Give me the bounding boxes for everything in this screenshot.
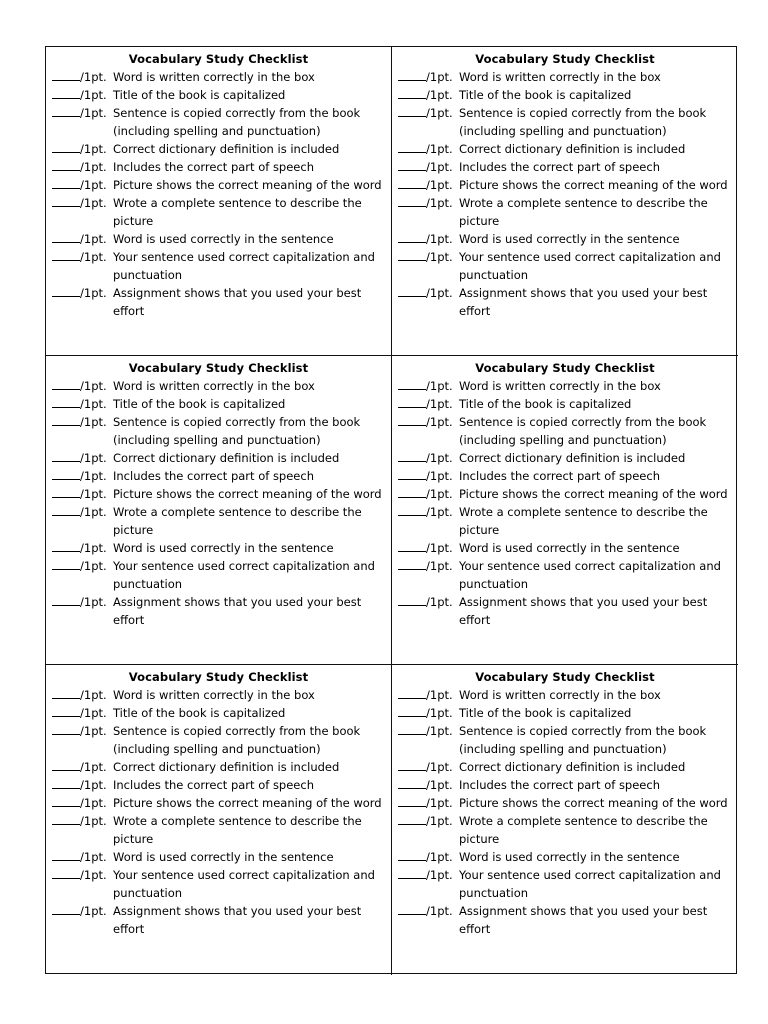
score-blank[interactable] <box>398 86 426 99</box>
checklist-item <box>398 866 732 902</box>
score-blank[interactable] <box>398 395 426 408</box>
points-label: /1pt. <box>80 850 107 864</box>
checklist-item <box>398 593 732 629</box>
criterion-text: Assignment shows that you used your best effort <box>113 286 362 318</box>
points-label: /1pt. <box>80 688 107 702</box>
points-label: /1pt. <box>80 178 107 192</box>
criterion-text: Word is written correctly in the box <box>113 379 315 393</box>
checklist-item <box>398 248 732 284</box>
checklist-item <box>398 557 732 593</box>
checklist-item <box>398 776 732 794</box>
checklist-item <box>398 686 732 704</box>
score-blank[interactable] <box>52 722 80 735</box>
checklist-card <box>46 47 392 356</box>
points-label: /1pt. <box>426 70 453 84</box>
criterion-text: Wrote a complete sentence to describe the picture <box>113 505 362 537</box>
points-label: /1pt. <box>426 760 453 774</box>
criterion-text: Sentence is copied correctly from the book (including spelling and punctuation) <box>459 106 707 138</box>
checklist-item <box>398 104 732 140</box>
criterion-text: Sentence is copied correctly from the book (including spelling and punctuation) <box>459 415 707 447</box>
checklist-card <box>392 47 738 356</box>
criterion-text: Includes the correct part of speech <box>459 778 660 792</box>
score-blank[interactable] <box>52 485 80 498</box>
checklist-item <box>398 158 732 176</box>
checklist-item <box>398 176 732 194</box>
checklist-item <box>398 86 732 104</box>
criterion-text: Assignment shows that you used your best effort <box>459 904 708 936</box>
score-blank[interactable] <box>52 248 80 261</box>
checklist-item <box>52 794 385 812</box>
checklist-item <box>398 413 732 449</box>
checklist-title: Vocabulary Study Checklist <box>475 670 655 684</box>
checklist-item <box>52 866 385 902</box>
points-label: /1pt. <box>80 379 107 393</box>
points-label: /1pt. <box>80 868 107 882</box>
points-label: /1pt. <box>80 232 107 246</box>
score-blank[interactable] <box>52 686 80 699</box>
checklist-item <box>52 758 385 776</box>
criterion-text: Word is written correctly in the box <box>459 379 661 393</box>
points-label: /1pt. <box>80 904 107 918</box>
points-label: /1pt. <box>426 178 453 192</box>
criterion-text: Picture shows the correct meaning of the word <box>459 178 728 192</box>
score-blank[interactable] <box>398 467 426 480</box>
criterion-text: Correct dictionary definition is included <box>459 760 686 774</box>
score-blank[interactable] <box>398 140 426 153</box>
checklist-item <box>52 902 385 938</box>
checklist-item <box>398 704 732 722</box>
points-label: /1pt. <box>80 415 107 429</box>
criterion-text: Your sentence used correct capitalization and punctuation <box>459 559 721 591</box>
checklist-item <box>398 485 732 503</box>
points-label: /1pt. <box>426 850 453 864</box>
criterion-text: Wrote a complete sentence to describe the picture <box>113 814 362 846</box>
score-blank[interactable] <box>52 140 80 153</box>
points-label: /1pt. <box>80 160 107 174</box>
checklist-card <box>392 356 738 665</box>
criterion-text: Correct dictionary definition is included <box>459 451 686 465</box>
score-blank[interactable] <box>52 593 80 606</box>
criterion-text: Sentence is copied correctly from the book (including spelling and punctuation) <box>113 415 361 447</box>
score-blank[interactable] <box>398 284 426 297</box>
points-label: /1pt. <box>426 286 453 300</box>
criterion-text: Includes the correct part of speech <box>459 160 660 174</box>
checklist-title: Vocabulary Study Checklist <box>128 361 309 375</box>
score-blank[interactable] <box>52 68 80 81</box>
points-label: /1pt. <box>426 814 453 828</box>
score-blank[interactable] <box>398 776 426 789</box>
points-label: /1pt. <box>426 796 453 810</box>
score-blank[interactable] <box>398 104 426 117</box>
criterion-text: Your sentence used correct capitalization and punctuation <box>113 250 375 282</box>
points-label: /1pt. <box>426 142 453 156</box>
score-blank[interactable] <box>398 686 426 699</box>
score-blank[interactable] <box>398 539 426 552</box>
criterion-text: Your sentence used correct capitalization and punctuation <box>113 559 375 591</box>
checklist-item <box>52 140 385 158</box>
score-blank[interactable] <box>52 377 80 390</box>
criterion-text: Assignment shows that you used your best effort <box>113 904 362 936</box>
checklist-card <box>392 665 738 975</box>
points-label: /1pt. <box>426 706 453 720</box>
score-blank[interactable] <box>398 794 426 807</box>
points-label: /1pt. <box>80 595 107 609</box>
points-label: /1pt. <box>426 868 453 882</box>
score-blank[interactable] <box>52 539 80 552</box>
points-label: /1pt. <box>80 397 107 411</box>
checklist-item <box>52 176 385 194</box>
score-blank[interactable] <box>398 377 426 390</box>
criterion-text: Assignment shows that you used your best effort <box>113 595 362 627</box>
checklist-item <box>52 104 385 140</box>
criterion-text: Title of the book is capitalized <box>459 397 632 411</box>
criterion-text: Word is used correctly in the sentence <box>113 541 334 555</box>
checklist-item <box>398 467 732 485</box>
criterion-text: Word is used correctly in the sentence <box>459 232 680 246</box>
score-blank[interactable] <box>52 758 80 771</box>
checklist-item <box>52 722 385 758</box>
score-blank[interactable] <box>398 176 426 189</box>
score-blank[interactable] <box>52 467 80 480</box>
score-blank[interactable] <box>52 395 80 408</box>
points-label: /1pt. <box>426 778 453 792</box>
checklist-title: Vocabulary Study Checklist <box>475 52 655 66</box>
score-blank[interactable] <box>398 230 426 243</box>
checklist-item <box>398 848 732 866</box>
criterion-text: Wrote a complete sentence to describe the picture <box>113 196 362 228</box>
criterion-text: Your sentence used correct capitalization and punctuation <box>113 868 375 900</box>
points-label: /1pt. <box>80 286 107 300</box>
checklist-item <box>398 812 732 848</box>
checklist-title: Vocabulary Study Checklist <box>475 361 655 375</box>
criterion-text: Sentence is copied correctly from the book (including spelling and punctuation) <box>113 724 361 756</box>
criterion-text: Title of the book is capitalized <box>113 88 286 102</box>
points-label: /1pt. <box>80 778 107 792</box>
score-blank[interactable] <box>398 848 426 861</box>
criterion-text: Sentence is copied correctly from the book (including spelling and punctuation) <box>459 724 707 756</box>
criterion-text: Word is written correctly in the box <box>459 688 661 702</box>
score-blank[interactable] <box>52 812 80 825</box>
points-label: /1pt. <box>426 160 453 174</box>
criterion-text: Word is used correctly in the sentence <box>459 850 680 864</box>
checklist-card <box>46 356 392 665</box>
score-blank[interactable] <box>52 848 80 861</box>
score-blank[interactable] <box>398 413 426 426</box>
criterion-text: Wrote a complete sentence to describe the picture <box>459 196 708 228</box>
checklist-item <box>52 377 385 395</box>
checklist-item <box>398 503 732 539</box>
points-label: /1pt. <box>80 541 107 555</box>
points-label: /1pt. <box>426 196 453 210</box>
points-label: /1pt. <box>80 487 107 501</box>
checklist-item <box>52 776 385 794</box>
points-label: /1pt. <box>80 760 107 774</box>
checklist-item <box>52 230 385 248</box>
checklist-item <box>52 449 385 467</box>
checklist-item <box>52 413 385 449</box>
checklist-item <box>52 467 385 485</box>
checklist-item <box>52 284 385 320</box>
criterion-text: Title of the book is capitalized <box>459 88 632 102</box>
score-blank[interactable] <box>398 68 426 81</box>
checklist-item <box>52 158 385 176</box>
checklist-title: Vocabulary Study Checklist <box>128 52 309 66</box>
score-blank[interactable] <box>398 158 426 171</box>
criterion-text: Your sentence used correct capitalization and punctuation <box>459 250 721 282</box>
checklist-item <box>398 449 732 467</box>
score-blank[interactable] <box>398 485 426 498</box>
criterion-text: Word is written correctly in the box <box>113 688 315 702</box>
criterion-text: Title of the book is capitalized <box>113 706 286 720</box>
criterion-text: Sentence is copied correctly from the book (including spelling and punctuation) <box>113 106 361 138</box>
points-label: /1pt. <box>80 250 107 264</box>
checklist-item <box>52 194 385 230</box>
checklist-item <box>398 758 732 776</box>
score-blank[interactable] <box>52 284 80 297</box>
criterion-text: Correct dictionary definition is included <box>113 142 340 156</box>
checklist-item <box>398 722 732 758</box>
score-blank[interactable] <box>52 176 80 189</box>
points-label: /1pt. <box>80 142 107 156</box>
points-label: /1pt. <box>426 88 453 102</box>
score-blank[interactable] <box>52 704 80 717</box>
score-blank[interactable] <box>398 704 426 717</box>
criterion-text: Title of the book is capitalized <box>113 397 286 411</box>
points-label: /1pt. <box>426 688 453 702</box>
checklist-item <box>52 704 385 722</box>
criterion-text: Picture shows the correct meaning of the word <box>459 487 728 501</box>
points-label: /1pt. <box>80 106 107 120</box>
checklist-title: Vocabulary Study Checklist <box>128 670 309 684</box>
criterion-text: Assignment shows that you used your best effort <box>459 595 708 627</box>
points-label: /1pt. <box>80 451 107 465</box>
points-label: /1pt. <box>426 469 453 483</box>
checklist-item <box>52 248 385 284</box>
checklist-item <box>52 686 385 704</box>
points-label: /1pt. <box>426 397 453 411</box>
points-label: /1pt. <box>80 724 107 738</box>
points-label: /1pt. <box>80 505 107 519</box>
checklist-item <box>398 794 732 812</box>
points-label: /1pt. <box>426 250 453 264</box>
checklist-item <box>398 377 732 395</box>
criterion-text: Wrote a complete sentence to describe the picture <box>459 505 708 537</box>
points-label: /1pt. <box>80 88 107 102</box>
checklist-sheet <box>45 46 737 974</box>
score-blank[interactable] <box>398 902 426 915</box>
points-label: /1pt. <box>426 451 453 465</box>
checklist-card <box>46 665 392 975</box>
points-label: /1pt. <box>426 379 453 393</box>
checklist-item <box>52 395 385 413</box>
score-blank[interactable] <box>52 794 80 807</box>
criterion-text: Word is used correctly in the sentence <box>459 541 680 555</box>
checklist-item <box>52 86 385 104</box>
points-label: /1pt. <box>80 70 107 84</box>
score-blank[interactable] <box>52 86 80 99</box>
checklist-item <box>398 902 732 938</box>
criterion-text: Picture shows the correct meaning of the word <box>113 178 382 192</box>
points-label: /1pt. <box>80 196 107 210</box>
score-blank[interactable] <box>398 722 426 735</box>
criterion-text: Correct dictionary definition is included <box>113 760 340 774</box>
score-blank[interactable] <box>398 593 426 606</box>
score-blank[interactable] <box>398 812 426 825</box>
criterion-text: Correct dictionary definition is included <box>113 451 340 465</box>
score-blank[interactable] <box>398 194 426 207</box>
score-blank[interactable] <box>52 194 80 207</box>
points-label: /1pt. <box>426 415 453 429</box>
score-blank[interactable] <box>52 776 80 789</box>
score-blank[interactable] <box>52 866 80 879</box>
criterion-text: Wrote a complete sentence to describe the picture <box>459 814 708 846</box>
score-blank[interactable] <box>52 557 80 570</box>
criterion-text: Includes the correct part of speech <box>459 469 660 483</box>
criterion-text: Word is written correctly in the box <box>459 70 661 84</box>
checklist-item <box>398 68 732 86</box>
checklist-item <box>52 68 385 86</box>
points-label: /1pt. <box>80 469 107 483</box>
score-blank[interactable] <box>398 758 426 771</box>
score-blank[interactable] <box>398 557 426 570</box>
score-blank[interactable] <box>398 503 426 516</box>
criterion-text: Correct dictionary definition is included <box>459 142 686 156</box>
score-blank[interactable] <box>398 449 426 462</box>
points-label: /1pt. <box>426 595 453 609</box>
points-label: /1pt. <box>426 541 453 555</box>
score-blank[interactable] <box>52 503 80 516</box>
score-blank[interactable] <box>398 866 426 879</box>
checklist-item <box>52 812 385 848</box>
points-label: /1pt. <box>426 232 453 246</box>
checklist-item <box>398 194 732 230</box>
points-label: /1pt. <box>426 505 453 519</box>
checklist-item <box>398 140 732 158</box>
criterion-text: Includes the correct part of speech <box>113 778 314 792</box>
checklist-item <box>398 539 732 557</box>
criterion-text: Your sentence used correct capitalization and punctuation <box>459 868 721 900</box>
criterion-text: Word is used correctly in the sentence <box>113 850 334 864</box>
points-label: /1pt. <box>80 559 107 573</box>
checklist-item <box>52 503 385 539</box>
checklist-item <box>398 230 732 248</box>
criterion-text: Assignment shows that you used your best effort <box>459 286 708 318</box>
criterion-text: Includes the correct part of speech <box>113 160 314 174</box>
score-blank[interactable] <box>398 248 426 261</box>
criterion-text: Word is used correctly in the sentence <box>113 232 334 246</box>
points-label: /1pt. <box>80 814 107 828</box>
points-label: /1pt. <box>80 706 107 720</box>
criterion-text: Picture shows the correct meaning of the word <box>113 487 382 501</box>
score-blank[interactable] <box>52 104 80 117</box>
score-blank[interactable] <box>52 413 80 426</box>
checklist-item <box>52 848 385 866</box>
points-label: /1pt. <box>426 559 453 573</box>
checklist-item <box>52 485 385 503</box>
score-blank[interactable] <box>52 230 80 243</box>
criterion-text: Word is written correctly in the box <box>113 70 315 84</box>
checklist-item <box>52 539 385 557</box>
criterion-text: Picture shows the correct meaning of the word <box>459 796 728 810</box>
points-label: /1pt. <box>426 904 453 918</box>
score-blank[interactable] <box>52 449 80 462</box>
checklist-item <box>398 395 732 413</box>
score-blank[interactable] <box>52 158 80 171</box>
points-label: /1pt. <box>426 724 453 738</box>
points-label: /1pt. <box>426 487 453 501</box>
points-label: /1pt. <box>80 796 107 810</box>
criterion-text: Picture shows the correct meaning of the word <box>113 796 382 810</box>
criterion-text: Title of the book is capitalized <box>459 706 632 720</box>
checklist-item <box>52 593 385 629</box>
score-blank[interactable] <box>52 902 80 915</box>
checklist-item <box>52 557 385 593</box>
points-label: /1pt. <box>426 106 453 120</box>
criterion-text: Includes the correct part of speech <box>113 469 314 483</box>
checklist-item <box>398 284 732 320</box>
